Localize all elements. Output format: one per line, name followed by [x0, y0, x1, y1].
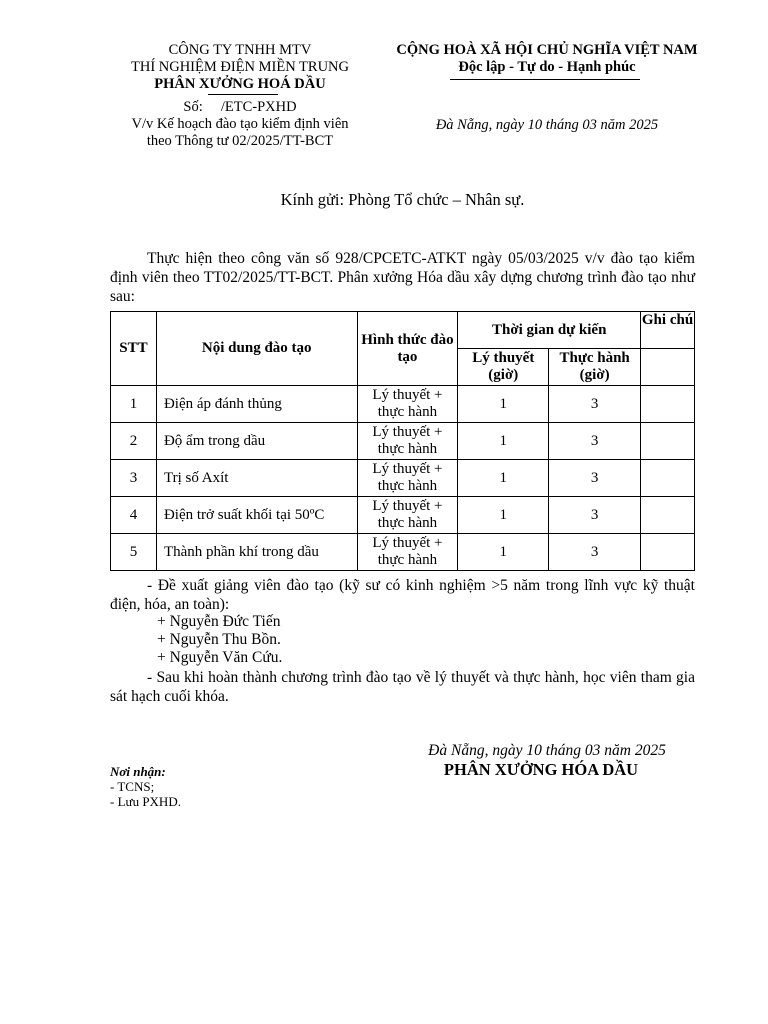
- row-stt: 4: [111, 497, 157, 534]
- row-practice: 3: [549, 423, 641, 460]
- header-practice: Thực hành (giờ): [549, 349, 641, 386]
- department-name: PHÂN XƯỞNG HOÁ DẦU: [154, 76, 326, 92]
- row-practice: 3: [549, 497, 641, 534]
- list-item: + Nguyễn Đức Tiến: [157, 613, 281, 630]
- national-motto: Độc lập - Tự do - Hạnh phúc: [458, 59, 636, 75]
- row-form: Lý thuyết + thực hành: [357, 386, 458, 423]
- recipients-label: Nơi nhận:: [110, 764, 166, 779]
- conclusion-paragraph: - Sau khi hoàn thành chương trình đào tạo về lý thuyết và thực hành, học viên tham gia sát hạch cuối khóa.: [110, 669, 695, 705]
- issuer-block: [110, 42, 370, 150]
- row-content: Điện trở suất khối tại 50ºC: [156, 497, 357, 534]
- row-theory: 1: [458, 534, 549, 571]
- header-note-blank: [641, 349, 695, 386]
- row-stt: 3: [111, 460, 157, 497]
- table-row: [111, 386, 695, 423]
- row-note: [641, 460, 695, 497]
- row-note: [641, 534, 695, 571]
- row-form: Lý thuyết + thực hành: [357, 534, 458, 571]
- lecturer-proposal: - Đề xuất giảng viên đào tạo (kỹ sư có kinh nghiệm >5 năm trong lĩnh vực kỹ thuật điện, hóa, an toàn):: [110, 577, 695, 613]
- national-header: [380, 42, 714, 76]
- signature-date: Đà Nẵng, ngày 10 tháng 03 năm 2025: [428, 742, 666, 759]
- table-row: [111, 497, 695, 534]
- recipient-line: Kính gửi: Phòng Tổ chức – Nhân sự.: [280, 190, 525, 209]
- row-stt: 5: [111, 534, 157, 571]
- recipients-block: [110, 764, 181, 809]
- header-time: Thời gian dự kiến: [458, 312, 641, 349]
- header-date: Đà Nẵng, ngày 10 tháng 03 năm 2025: [435, 117, 659, 133]
- list-item: - Lưu PXHD.: [110, 794, 181, 809]
- row-note: [641, 386, 695, 423]
- row-practice: 3: [549, 386, 641, 423]
- lecturer-list: [157, 613, 282, 667]
- row-note: [641, 497, 695, 534]
- table-row: [111, 423, 695, 460]
- row-practice: 3: [549, 460, 641, 497]
- row-theory: 1: [458, 497, 549, 534]
- header-note: Ghi chú: [641, 312, 695, 349]
- document-subject-line2: theo Thông tư 02/2025/TT-BCT: [146, 133, 334, 149]
- company-name: CÔNG TY TNHH MTV: [168, 42, 312, 58]
- document-number: Số: /ETC-PXHD: [183, 99, 297, 115]
- row-form: Lý thuyết + thực hành: [357, 460, 458, 497]
- table-row: [111, 460, 695, 497]
- table-row: [111, 534, 695, 571]
- list-item: + Nguyễn Thu Bồn.: [157, 631, 281, 648]
- motto-underline: [450, 79, 640, 80]
- issuer-underline: [208, 94, 278, 95]
- header-stt: STT: [111, 312, 157, 386]
- document-subject-line1: V/v Kế hoạch đào tạo kiểm định viên: [131, 116, 349, 132]
- signature-unit: PHÂN XƯỞNG HÓA DẦU: [443, 760, 639, 779]
- row-stt: 2: [111, 423, 157, 460]
- intro-paragraph: Thực hiện theo công văn số 928/CPCETC-ATKT ngày 05/03/2025 v/v đào tạo kiểm định viên theo TT02/2025/TT-BCT. Phân xưởng Hóa dầu xây dựng chương trình đào tạo như sau:: [110, 250, 695, 305]
- row-theory: 1: [458, 386, 549, 423]
- row-stt: 1: [111, 386, 157, 423]
- row-content: Thành phần khí trong dầu: [156, 534, 357, 571]
- training-plan-table: [110, 311, 695, 571]
- header-content: Nội dung đào tạo: [156, 312, 357, 386]
- header-theory: Lý thuyết (giờ): [458, 349, 549, 386]
- row-form: Lý thuyết + thực hành: [357, 423, 458, 460]
- row-practice: 3: [549, 534, 641, 571]
- row-content: Điện áp đánh thủng: [156, 386, 357, 423]
- row-theory: 1: [458, 423, 549, 460]
- row-theory: 1: [458, 460, 549, 497]
- list-item: + Nguyễn Văn Cứu.: [157, 649, 283, 666]
- list-item: - TCNS;: [110, 779, 155, 794]
- row-content: Trị số Axít: [156, 460, 357, 497]
- row-note: [641, 423, 695, 460]
- company-subname: THÍ NGHIỆM ĐIỆN MIỀN TRUNG: [130, 59, 349, 75]
- header-form: Hình thức đào tạo: [357, 312, 458, 386]
- national-title: CỘNG HOÀ XÃ HỘI CHỦ NGHĨA VIỆT NAM: [396, 42, 698, 58]
- row-content: Độ ẩm trong dầu: [156, 423, 357, 460]
- row-form: Lý thuyết + thực hành: [357, 497, 458, 534]
